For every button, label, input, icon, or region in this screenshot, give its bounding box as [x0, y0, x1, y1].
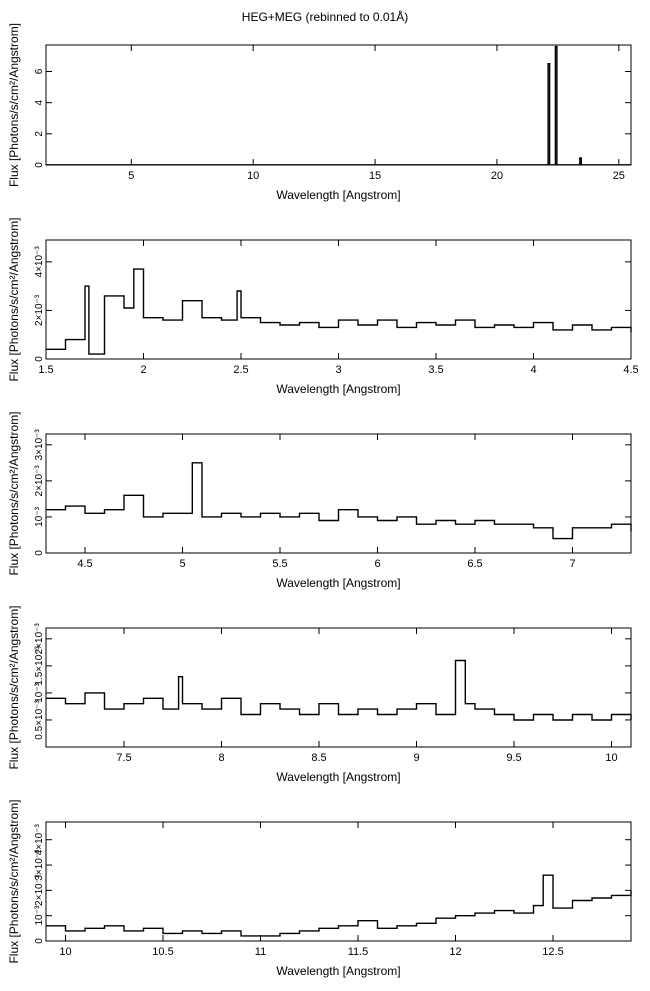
x-tick-label: 10: [59, 946, 72, 958]
figure-title: HEG+MEG (rebinned to 0.01Å): [241, 10, 409, 24]
y-tick-label: 10⁻³: [34, 683, 45, 703]
chart-panel-5: [7, 799, 631, 978]
x-tick-label: 11.5: [347, 946, 369, 958]
y-tick-label: 2: [34, 131, 45, 137]
y-tick-label: 0: [34, 162, 45, 168]
x-tick-label: 4.5: [623, 364, 639, 376]
y-tick-label: 3×10⁻³: [34, 849, 45, 881]
y-tick-label: 2×10⁻³: [34, 465, 45, 497]
series-1-line: [46, 463, 631, 539]
y-tick-label: 10⁻³: [34, 905, 45, 926]
x-tick-label: 12: [449, 946, 462, 958]
plot-frame: [46, 434, 631, 553]
chart-panel-1: [7, 23, 631, 202]
y-axis-label: Flux [Photons/s/cm²/Angstrom]: [7, 217, 21, 382]
x-tick-label: 3: [335, 364, 342, 376]
x-axis-label: Wavelength [Angstrom]: [276, 188, 401, 202]
y-tick-label: 0.5×10⁻³: [34, 700, 45, 740]
series-1-line: [46, 47, 631, 165]
x-tick-label: 1.5: [38, 364, 54, 376]
x-tick-label: 5: [179, 558, 186, 570]
x-tick-label: 7.5: [116, 752, 132, 764]
plot-frame: [46, 628, 631, 747]
x-axis-label: Wavelength [Angstrom]: [276, 576, 401, 590]
x-axis-label: Wavelength [Angstrom]: [276, 382, 401, 396]
y-tick-label: 3×10⁻³: [34, 429, 45, 461]
y-tick-label: 2×10⁻³: [34, 623, 45, 655]
y-tick-label: 2×10⁻³: [34, 874, 45, 906]
x-axis-label: Wavelength [Angstrom]: [276, 770, 401, 784]
y-tick-label: 0: [34, 550, 45, 556]
x-tick-label: 5.5: [272, 558, 288, 570]
x-tick-label: 2: [140, 364, 147, 376]
series-1-line: [46, 875, 631, 936]
y-tick-label: 1.5×10⁻³: [34, 646, 45, 686]
series-1-line: [46, 661, 631, 721]
y-tick-label: 4: [34, 99, 45, 106]
y-tick-label: 0: [34, 938, 45, 944]
chart-panel-4: [7, 605, 631, 784]
y-axis-label: Flux [Photons/s/cm²/Angstrom]: [7, 799, 21, 964]
x-tick-label: 8.5: [311, 752, 327, 764]
x-tick-label: 4.5: [77, 558, 93, 570]
y-axis-label: Flux [Photons/s/cm²/Angstrom]: [7, 605, 21, 770]
y-tick-label: 0: [34, 356, 45, 362]
series-1-line: [46, 269, 631, 354]
x-tick-label: 10: [605, 752, 618, 764]
x-tick-label: 8: [218, 752, 225, 764]
chart-panel-3: [7, 411, 631, 590]
y-axis-label: Flux [Photons/s/cm²/Angstrom]: [7, 411, 21, 576]
y-tick-label: 6: [34, 68, 45, 75]
plot-frame: [46, 45, 631, 165]
x-tick-label: 10: [247, 170, 260, 182]
x-tick-label: 3.5: [428, 364, 444, 376]
x-tick-label: 10.5: [152, 946, 174, 958]
y-axis-label: Flux [Photons/s/cm²/Angstrom]: [7, 22, 21, 188]
x-tick-label: 15: [368, 170, 382, 182]
x-tick-label: 6: [374, 558, 381, 570]
x-tick-label: 2.5: [233, 364, 249, 376]
x-tick-label: 9: [413, 752, 420, 764]
x-tick-label: 7: [569, 558, 576, 570]
x-tick-label: 25: [612, 170, 625, 182]
x-tick-label: 4: [530, 364, 537, 376]
x-tick-label: 11: [254, 946, 267, 958]
x-tick-label: 6.5: [467, 558, 483, 570]
x-tick-label: 9.5: [506, 752, 522, 764]
y-tick-label: 4×10⁻³: [34, 246, 45, 278]
y-tick-label: 10⁻³: [34, 507, 45, 527]
chart-panel-2: [7, 217, 639, 396]
y-tick-label: 4×10⁻³: [34, 824, 45, 856]
x-tick-label: 12.5: [542, 946, 564, 958]
y-tick-label: 2×10⁻³: [34, 294, 45, 326]
x-axis-label: Wavelength [Angstrom]: [276, 964, 401, 978]
x-tick-label: 20: [490, 170, 504, 182]
x-tick-label: 5: [128, 170, 135, 182]
